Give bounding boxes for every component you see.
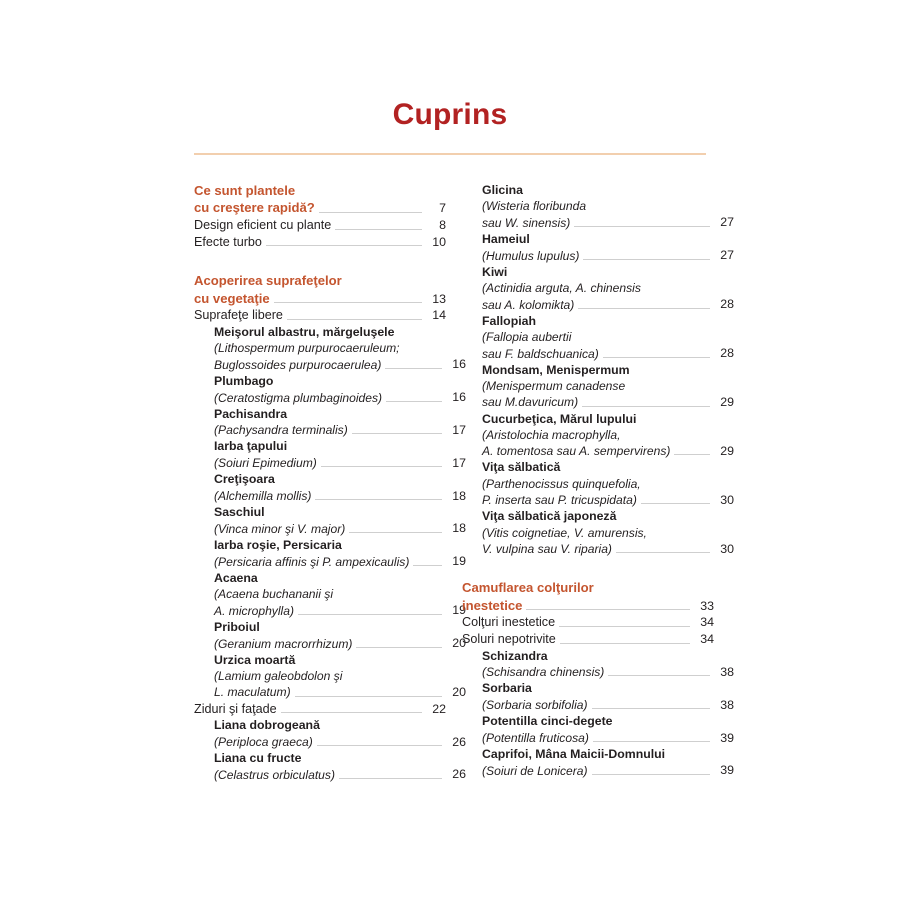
- toc-line[interactable]: [194, 717, 466, 733]
- toc-line[interactable]: [462, 345, 734, 362]
- toc-line[interactable]: [194, 635, 466, 652]
- latin-name: (Soiuri de Lonicera): [482, 763, 588, 778]
- toc-line[interactable]: [194, 324, 466, 340]
- leader-rule: [592, 707, 710, 709]
- entry-label: Suprafeţe libere: [194, 308, 283, 323]
- leader-rule: [305, 761, 442, 762]
- latin-name: A. tomentosa sau A. sempervirens): [482, 444, 671, 459]
- page-number: 29: [720, 443, 734, 458]
- entry-label: Iarba ţapului: [214, 439, 288, 454]
- toc-line[interactable]: [462, 394, 734, 411]
- latin-name: (Fallopia aubertii: [482, 330, 572, 345]
- toc-line[interactable]: [462, 730, 734, 747]
- entry-label: Fallopiah: [482, 313, 536, 328]
- toc-line[interactable]: [194, 199, 446, 216]
- toc-subentry[interactable]: [194, 406, 466, 439]
- toc-line[interactable]: [194, 234, 446, 251]
- entry-label: Mondsam, Menispermum: [482, 362, 630, 377]
- page-number: 19: [452, 554, 466, 569]
- leader-rule: [262, 581, 442, 582]
- leader-rule: [598, 592, 690, 593]
- leader-rule: [319, 211, 422, 213]
- toc-column-right: [462, 182, 734, 779]
- section-gap: [462, 557, 714, 579]
- entry-label: Viţa sălbatică japoneză: [482, 509, 617, 524]
- page-number: 28: [720, 346, 734, 361]
- toc-line[interactable]: [462, 427, 734, 443]
- leader-rule: [634, 373, 710, 374]
- leader-rule: [590, 209, 710, 210]
- leader-rule: [385, 367, 442, 369]
- latin-name: (Aristolochia macrophylla,: [482, 427, 621, 442]
- leader-rule: [324, 729, 442, 730]
- entry-label: Saschiul: [214, 505, 265, 520]
- leader-rule: [669, 757, 710, 758]
- toc-line[interactable]: [462, 214, 734, 231]
- latin-name: (Geranium macrorrhizum): [214, 636, 353, 651]
- leader-rule: [337, 597, 442, 598]
- toc-line[interactable]: [462, 264, 734, 280]
- page-number: 19: [452, 603, 466, 618]
- toc-line[interactable]: [462, 508, 734, 524]
- leader-rule: [346, 679, 442, 680]
- page-number: 29: [720, 395, 734, 410]
- page-number: 18: [452, 521, 466, 536]
- page-number: 16: [452, 390, 466, 405]
- toc-line[interactable]: [194, 750, 466, 766]
- latin-name: sau A. kolomikta): [482, 297, 575, 312]
- entry-label: Plumbago: [214, 373, 274, 388]
- latin-name: (Lamium galeobdolon şi: [214, 668, 343, 683]
- latin-name: P. inserta sau P. tricuspidata): [482, 493, 637, 508]
- leader-rule: [291, 450, 442, 451]
- toc-subentry[interactable]: [194, 652, 466, 701]
- toc-line[interactable]: [462, 280, 734, 296]
- toc-line[interactable]: [194, 406, 466, 422]
- toc-line[interactable]: [462, 443, 734, 460]
- toc-subentry[interactable]: [194, 750, 466, 783]
- toc-line[interactable]: [462, 378, 734, 394]
- latin-name: (Soiuri Epimedium): [214, 456, 317, 471]
- latin-name: V. vulpina sau V. riparia): [482, 542, 612, 557]
- leader-rule: [527, 193, 710, 194]
- toc-line[interactable]: [194, 290, 446, 307]
- toc-line[interactable]: [194, 488, 466, 505]
- toc-subentry[interactable]: [462, 746, 734, 779]
- entry-label: Ce sunt plantele: [194, 183, 296, 198]
- leader-rule: [645, 291, 710, 292]
- entry-label: Design eficient cu plante: [194, 217, 332, 232]
- leader-rule: [352, 432, 442, 434]
- toc-line[interactable]: [194, 373, 466, 389]
- toc-line[interactable]: [462, 597, 714, 614]
- toc-subentry[interactable]: [194, 471, 466, 504]
- toc-line[interactable]: [194, 504, 466, 520]
- toc-line[interactable]: [462, 525, 734, 541]
- toc-line[interactable]: [462, 459, 734, 475]
- latin-name: (Alchemilla mollis): [214, 489, 312, 504]
- leader-rule: [608, 674, 710, 676]
- leader-rule: [298, 613, 442, 615]
- toc-line[interactable]: [462, 746, 734, 762]
- page-number: 26: [452, 734, 466, 749]
- page-number: 39: [720, 730, 734, 745]
- latin-name: sau W. sinensis): [482, 215, 571, 230]
- toc-subentry[interactable]: [462, 648, 734, 681]
- leader-rule: [315, 498, 442, 500]
- latin-name: (Ceratostigma plumbaginoides): [214, 390, 383, 405]
- latin-name: (Sorbaria sorbifolia): [482, 698, 588, 713]
- page-number: 27: [720, 215, 734, 230]
- page-number: 10: [432, 234, 446, 249]
- page-number: 7: [439, 201, 446, 216]
- page-number: 17: [452, 422, 466, 437]
- latin-name: (Parthenocissus quinquefolia,: [482, 476, 641, 491]
- entry-label: Hameiul: [482, 231, 530, 246]
- leader-rule: [279, 483, 442, 484]
- toc-subentry[interactable]: [462, 459, 734, 508]
- leader-rule: [317, 744, 442, 746]
- toc-line[interactable]: [462, 313, 734, 329]
- entry-label: Creţişoara: [214, 472, 275, 487]
- leader-rule: [593, 740, 710, 742]
- leader-rule: [269, 515, 442, 516]
- leader-rule: [386, 400, 442, 402]
- toc-line[interactable]: [462, 329, 734, 345]
- leader-rule: [295, 695, 442, 697]
- leader-rule: [578, 307, 710, 309]
- entry-label: Cucurbeţica, Mărul lupului: [482, 411, 637, 426]
- leader-rule: [583, 258, 710, 260]
- toc-subentry[interactable]: [462, 680, 734, 713]
- leader-rule: [346, 548, 442, 549]
- toc-line[interactable]: [462, 762, 734, 779]
- toc-subentry[interactable]: [194, 438, 466, 471]
- toc-line[interactable]: [462, 541, 734, 558]
- toc-line[interactable]: [194, 668, 466, 684]
- toc-line[interactable]: [194, 307, 446, 324]
- section-heading[interactable]: [194, 182, 446, 217]
- toc-line[interactable]: [462, 579, 714, 596]
- toc-line[interactable]: [194, 619, 466, 635]
- leader-rule: [287, 318, 422, 320]
- section-gap: [194, 250, 446, 272]
- page-number: 13: [432, 291, 446, 306]
- page-number: 38: [720, 664, 734, 679]
- latin-name: (Vinca minor şi V. major): [214, 521, 346, 536]
- toc-line[interactable]: [194, 389, 466, 406]
- leader-rule: [335, 228, 422, 230]
- toc-line[interactable]: [194, 586, 466, 602]
- entry-label: Sorbaria: [482, 681, 532, 696]
- toc-subentry[interactable]: [462, 264, 734, 313]
- latin-name: (Periploca graeca): [214, 735, 313, 749]
- toc-columns: [194, 182, 734, 783]
- page-number: 22: [432, 701, 446, 716]
- entry-label: Urzica moartă: [214, 652, 296, 667]
- entry-label: Caprifoi, Mâna Maicii-Domnului: [482, 747, 666, 762]
- toc-line[interactable]: [462, 231, 734, 247]
- toc-subentry[interactable]: [462, 411, 734, 460]
- toc-line[interactable]: [462, 411, 734, 427]
- toc-line[interactable]: [194, 520, 466, 537]
- page-number: 20: [452, 685, 466, 699]
- leader-rule: [291, 417, 442, 418]
- entry-label: Liana dobrogeană: [214, 718, 320, 733]
- page-number: 38: [720, 697, 734, 712]
- entry-label: Acoperirea suprafeţelor: [194, 273, 342, 289]
- page-number: 39: [720, 763, 734, 778]
- latin-name: L. maculatum): [214, 685, 291, 700]
- leader-rule: [356, 646, 442, 648]
- entry-label: inestetice: [462, 597, 523, 613]
- toc-line[interactable]: [462, 680, 734, 696]
- toc-subentry[interactable]: [462, 362, 734, 411]
- toc-line[interactable]: [194, 217, 446, 234]
- toc-line[interactable]: [194, 684, 466, 701]
- leader-rule: [277, 384, 442, 385]
- toc-line[interactable]: [194, 422, 466, 439]
- toc-line[interactable]: [194, 701, 446, 718]
- page-number: 30: [720, 541, 734, 556]
- entry-label: cu creştere rapidă?: [194, 200, 315, 216]
- leader-rule: [559, 625, 690, 627]
- latin-name: (Humulus lupulus): [482, 248, 580, 263]
- page-number: 34: [700, 632, 714, 647]
- toc-line[interactable]: [462, 247, 734, 264]
- entry-label: Iarba roşie, Persicaria: [214, 537, 342, 552]
- toc-line[interactable]: [194, 537, 466, 553]
- toc-line[interactable]: [462, 713, 734, 729]
- latin-name: (Potentilla fruticosa): [482, 731, 589, 746]
- toc-column-left: [194, 182, 466, 783]
- leader-rule: [592, 773, 710, 775]
- leader-rule: [575, 340, 710, 341]
- latin-name: A. microphylla): [214, 603, 294, 618]
- latin-name: (Pachysandra terminalis): [214, 423, 348, 438]
- toc-line[interactable]: [194, 455, 466, 472]
- leader-rule: [651, 536, 710, 537]
- latin-name: (Acaena buchananii şi: [214, 587, 334, 602]
- toc-subentry[interactable]: [194, 504, 466, 537]
- toc-subentry[interactable]: [194, 537, 466, 570]
- toc-line[interactable]: [194, 766, 466, 783]
- toc-line[interactable]: [194, 438, 466, 454]
- latin-name: (Celastrus orbiculatus): [214, 767, 335, 782]
- latin-name: Buglossoides purpurocaerulea): [214, 357, 382, 372]
- latin-name: (Actinidia arguta, A. chinensis: [482, 281, 641, 296]
- section-heading[interactable]: [194, 272, 446, 307]
- toc-line[interactable]: [462, 198, 734, 214]
- leader-rule: [299, 663, 442, 664]
- toc-subentry[interactable]: [462, 182, 734, 231]
- entry-label: Ziduri şi faţade: [194, 701, 277, 716]
- leader-rule: [264, 630, 442, 631]
- toc-subentry[interactable]: [194, 619, 466, 652]
- toc-line[interactable]: [194, 340, 466, 356]
- toc-line[interactable]: [194, 356, 466, 373]
- leader-rule: [274, 301, 422, 303]
- leader-rule: [536, 692, 710, 693]
- toc-entry[interactable]: [194, 217, 446, 234]
- leader-rule: [534, 242, 710, 243]
- toc-line[interactable]: [462, 182, 734, 198]
- toc-entry[interactable]: [194, 307, 446, 324]
- toc-entry[interactable]: [462, 614, 714, 631]
- title-divider: [194, 153, 706, 155]
- toc-line[interactable]: [194, 182, 446, 199]
- leader-rule: [413, 564, 442, 566]
- leader-rule: [552, 659, 710, 660]
- leader-rule: [641, 502, 710, 504]
- page-number: 26: [452, 767, 466, 782]
- toc-subentry[interactable]: [194, 570, 466, 619]
- leader-rule: [281, 711, 422, 713]
- entry-label: Viţa sălbatică: [482, 460, 561, 475]
- leader-rule: [624, 438, 710, 439]
- toc-line[interactable]: [462, 362, 734, 378]
- leader-rule: [511, 275, 710, 276]
- entry-label: Camuflarea colţurilor: [462, 580, 594, 596]
- entry-label: Kiwi: [482, 264, 508, 279]
- toc-line[interactable]: [462, 614, 714, 631]
- entry-label: Colţuri inestetice: [462, 615, 556, 630]
- toc-line[interactable]: [462, 492, 734, 509]
- leader-rule: [616, 551, 710, 553]
- page-number: 30: [720, 492, 734, 507]
- toc-line[interactable]: [194, 272, 446, 289]
- entry-label: Glicina: [482, 183, 524, 197]
- page-number: 34: [700, 615, 714, 630]
- leader-rule: [674, 453, 710, 455]
- toc-line[interactable]: [194, 570, 466, 586]
- page-number: 18: [452, 488, 466, 503]
- entry-label: Efecte turbo: [194, 234, 262, 249]
- latin-name: (Lithospermum purpurocaeruleum;: [214, 341, 400, 356]
- leader-rule: [339, 777, 442, 779]
- leader-rule: [629, 389, 710, 390]
- latin-name: (Persicaria affinis şi P. ampexicaulis): [214, 554, 410, 569]
- entry-label: Meişorul albastru, mărgeluşele: [214, 324, 395, 339]
- section-heading[interactable]: [462, 579, 714, 614]
- entry-label: Acaena: [214, 570, 258, 585]
- toc-line[interactable]: [194, 553, 466, 570]
- toc-line[interactable]: [194, 652, 466, 668]
- entry-label: cu vegetaţie: [194, 290, 270, 306]
- latin-name: (Menispermum canadense: [482, 378, 626, 393]
- toc-subentry[interactable]: [462, 313, 734, 362]
- leader-rule: [266, 244, 422, 246]
- toc-entry[interactable]: [194, 701, 446, 718]
- toc-subentry[interactable]: [194, 324, 466, 373]
- entry-label: Schizandra: [482, 648, 548, 663]
- leader-rule: [640, 422, 710, 423]
- entry-label: Potentilla cinci-degete: [482, 714, 613, 729]
- entry-label: Priboiul: [214, 619, 260, 634]
- toc-subentry[interactable]: [194, 373, 466, 406]
- toc-subentry[interactable]: [462, 231, 734, 264]
- entry-label: Liana cu fructe: [214, 751, 302, 766]
- leader-rule: [398, 335, 442, 336]
- leader-rule: [321, 465, 442, 467]
- page-number: 8: [439, 218, 446, 233]
- page-number: 27: [720, 248, 734, 263]
- leader-rule: [620, 520, 710, 521]
- leader-rule: [617, 725, 710, 726]
- page-number: 28: [720, 297, 734, 312]
- toc-line[interactable]: [462, 296, 734, 313]
- entry-label: Pachisandra: [214, 406, 288, 421]
- toc-line[interactable]: [462, 648, 734, 664]
- page-number: 20: [452, 636, 466, 651]
- leader-rule: [560, 642, 690, 644]
- leader-rule: [574, 225, 710, 227]
- latin-name: (Wisteria floribunda: [482, 199, 587, 214]
- toc-line[interactable]: [194, 602, 466, 619]
- toc-subentry[interactable]: [194, 717, 466, 750]
- leader-rule: [404, 351, 442, 352]
- toc-line[interactable]: [194, 734, 466, 751]
- toc-line[interactable]: [462, 664, 734, 681]
- toc-subentry[interactable]: [462, 508, 734, 557]
- toc-line[interactable]: [462, 697, 734, 714]
- leader-rule: [564, 471, 710, 472]
- page-number: 33: [700, 598, 714, 613]
- latin-name: sau F. baldschuanica): [482, 346, 599, 361]
- toc-entry[interactable]: [194, 234, 446, 251]
- toc-entry[interactable]: [462, 631, 714, 648]
- leader-rule: [540, 324, 710, 325]
- latin-name: (Vitis coignetiae, V. amurensis,: [482, 525, 647, 540]
- page-number: 14: [432, 308, 446, 323]
- toc-subentry[interactable]: [462, 713, 734, 746]
- leader-rule: [603, 356, 710, 358]
- page-title: Cuprins: [392, 98, 508, 131]
- toc-line[interactable]: [462, 476, 734, 492]
- page-number: 17: [452, 455, 466, 470]
- leader-rule: [299, 194, 422, 195]
- page-number: 16: [452, 357, 466, 372]
- latin-name: sau M.davuricum): [482, 395, 579, 410]
- leader-rule: [645, 487, 710, 488]
- latin-name: (Schisandra chinensis): [482, 665, 605, 680]
- leader-rule: [526, 608, 690, 610]
- toc-line[interactable]: [462, 631, 714, 648]
- toc-line[interactable]: [194, 471, 466, 487]
- leader-rule: [346, 285, 422, 286]
- entry-label: Soluri nepotrivite: [462, 631, 556, 646]
- leader-rule: [582, 405, 710, 407]
- leader-rule: [349, 531, 442, 533]
